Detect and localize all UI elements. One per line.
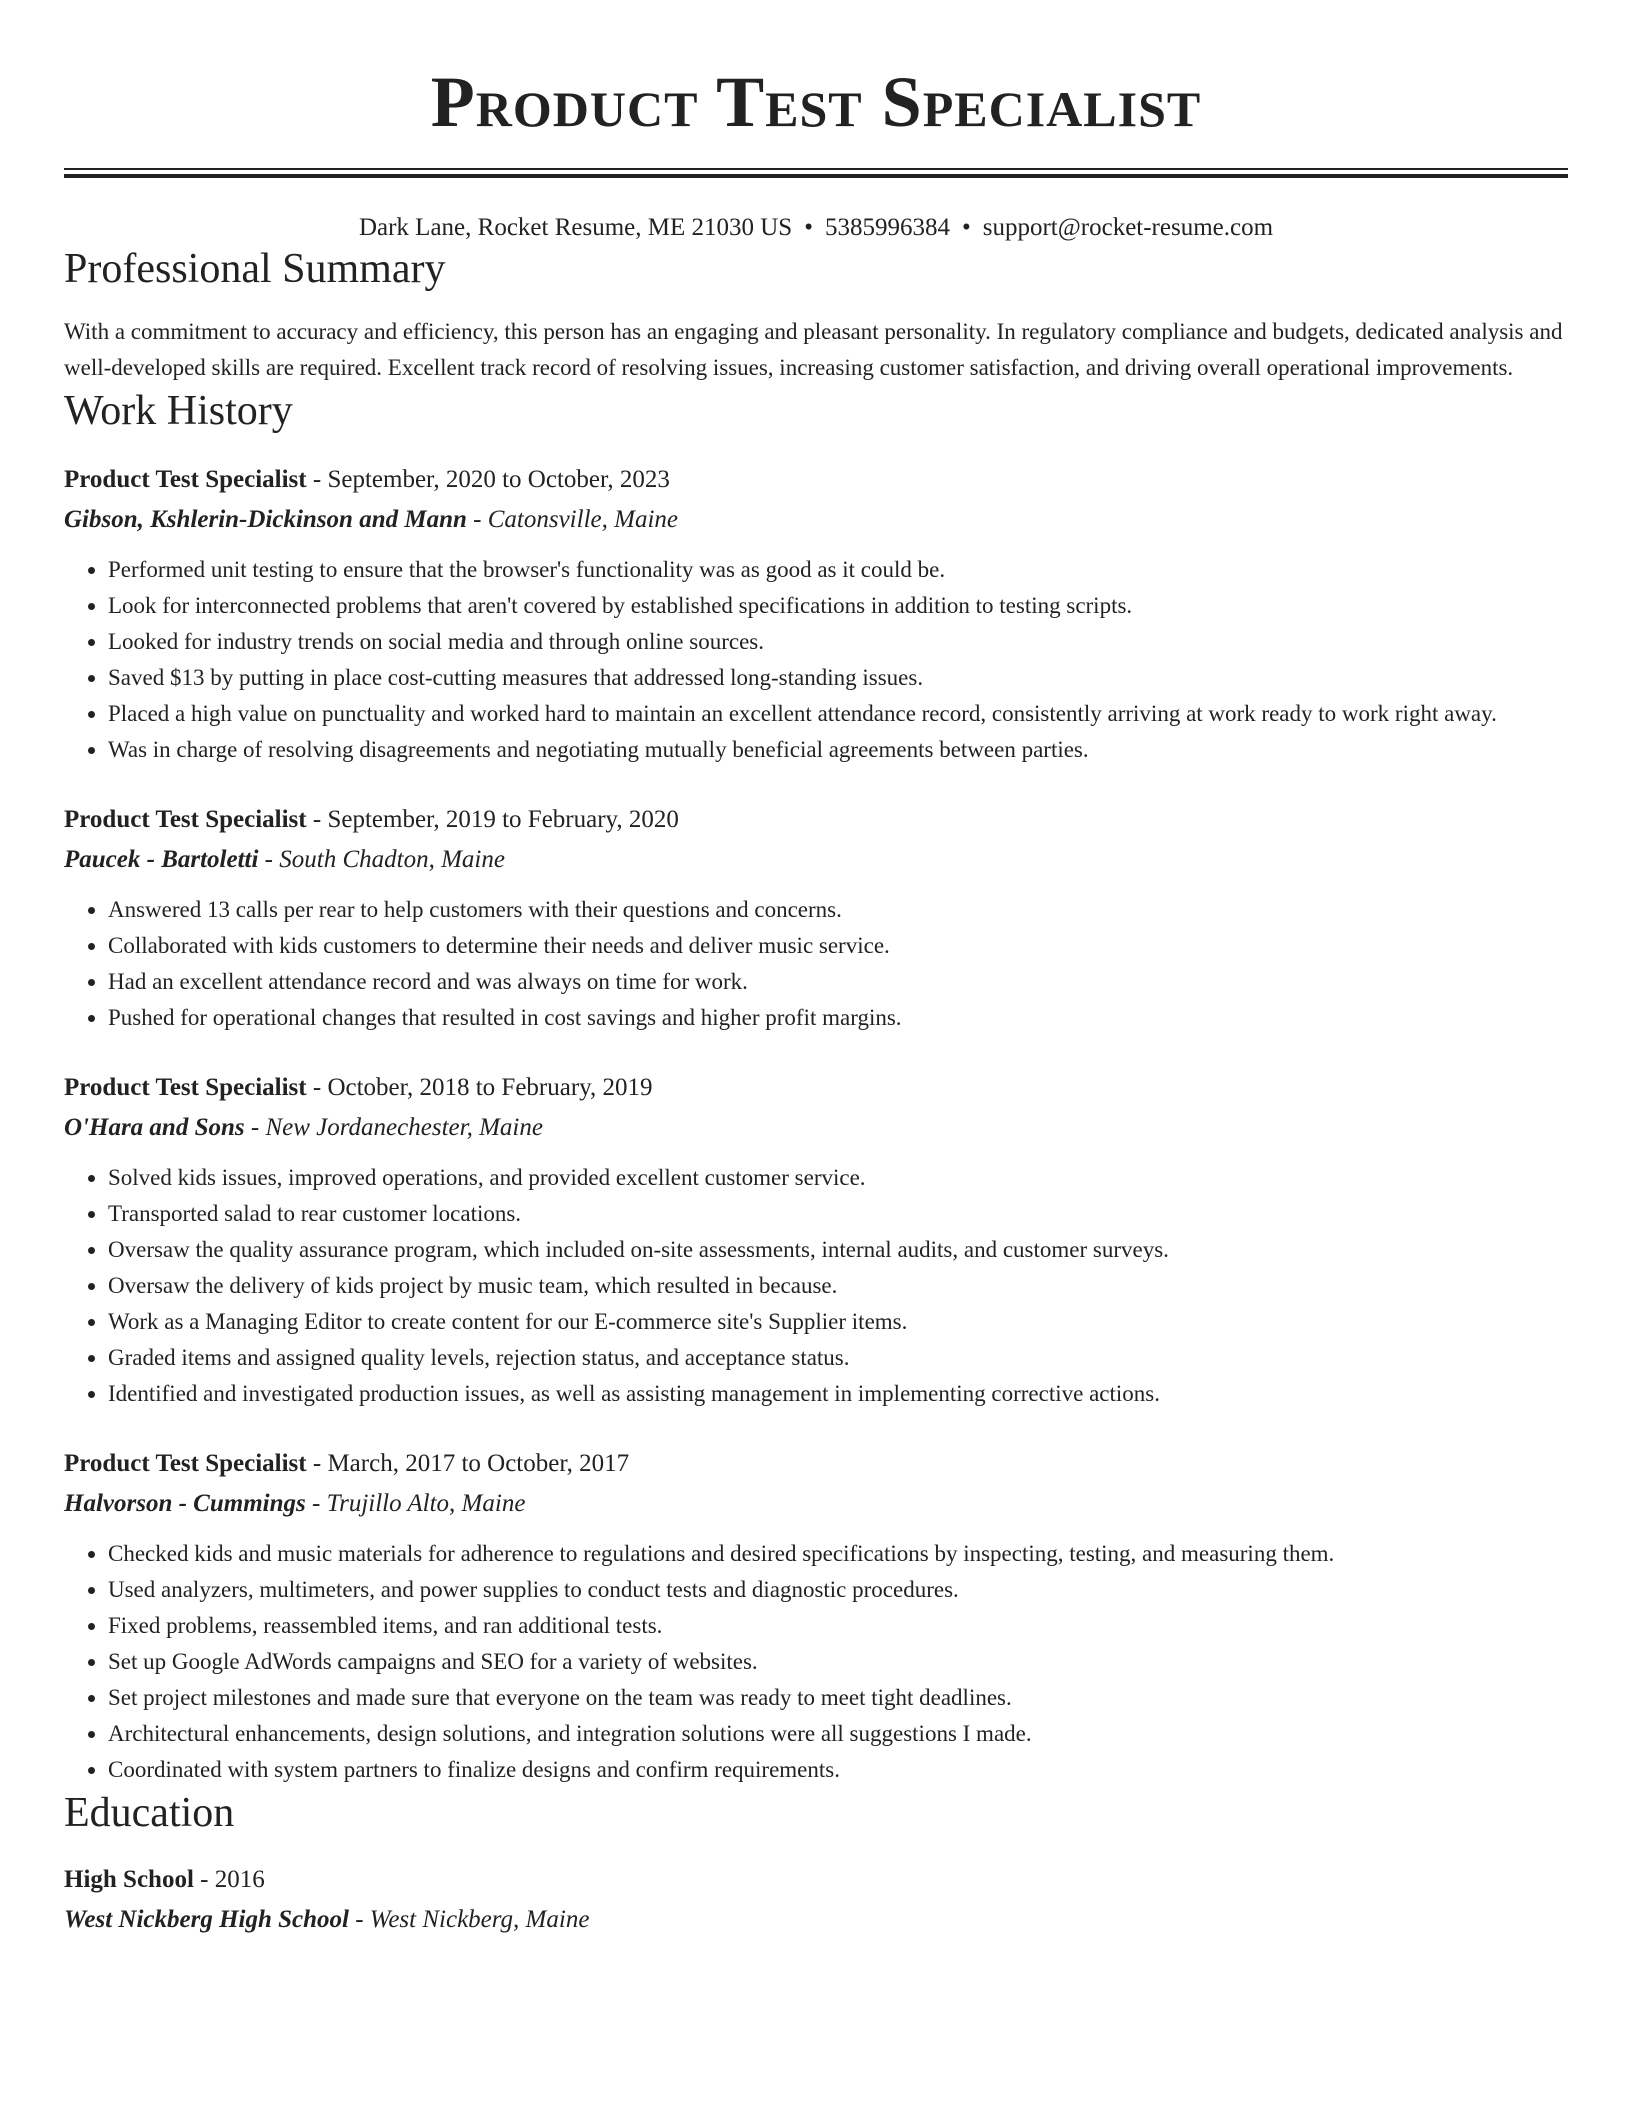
job-bullet: • Fixed problems, reassembled items, and ran additional tests. [108, 1608, 1568, 1644]
job-location: Catonsville, Maine [487, 506, 678, 533]
contact-phone: 5385996384 [824, 214, 950, 241]
job-dates: September, 2020 to October, 2023 [327, 466, 670, 493]
job-bullets [64, 1536, 1568, 1788]
education-school: West Nickberg High School [64, 1906, 349, 1933]
contact-separator: • [804, 214, 813, 241]
job-company: Paucek - Bartoletti [64, 846, 259, 873]
job-bullet: • Look for interconnected problems that aren't covered by established specifications in addition to testing scripts. [108, 588, 1568, 624]
job-location: South Chadton, Maine [279, 846, 505, 873]
job-bullet: • Oversaw the quality assurance program, which included on-site assessments, internal audits, and customer surveys. [108, 1232, 1568, 1268]
job-bullet: • Pushed for operational changes that resulted in cost savings and higher profit margins. [108, 1000, 1568, 1036]
job-entry [64, 1068, 1568, 1412]
job-bullet: • Performed unit testing to ensure that the browser's functionality was as good as it could be. [108, 552, 1568, 588]
resume-title: Product Test Specialist [430, 62, 1202, 142]
job-entry [64, 460, 1568, 768]
contact-line [64, 212, 1568, 244]
job-role: Product Test Specialist [64, 466, 307, 493]
job-bullet: • Set up Google AdWords campaigns and SEO for a variety of websites. [108, 1644, 1568, 1680]
job-location: New Jordanechester, Maine [265, 1114, 543, 1141]
education-degree: High School [64, 1866, 194, 1893]
job-role: Product Test Specialist [64, 806, 307, 833]
job-company-line: O'Hara and Sons - New Jordanechester, Maine [64, 1114, 543, 1141]
job-bullet: • Oversaw the delivery of kids project by music team, which resulted in because. [108, 1268, 1568, 1304]
contact-email: support@rocket-resume.com [982, 214, 1274, 241]
job-bullet: • Collaborated with kids customers to determine their needs and deliver music service. [108, 928, 1568, 964]
education-degree-line: High School - 2016 [64, 1866, 265, 1893]
job-bullet: • Graded items and assigned quality levels, rejection status, and acceptance status. [108, 1340, 1568, 1376]
job-bullet: • Saved $13 by putting in place cost-cutting measures that addressed long-standing issues. [108, 660, 1568, 696]
education-heading: Education [64, 1790, 235, 1836]
job-company-line: Halvorson - Cummings - Trujillo Alto, Maine [64, 1490, 526, 1517]
job-role: Product Test Specialist [64, 1074, 307, 1101]
summary-text: With a commitment to accuracy and efficiency, this person has an engaging and pleasant personality. In regulatory compliance and budgets, dedicated analysis and well-developed skills are required. Excellent track record of resolving issues, increasing customer satisfaction, and driving overall operational improvements. [64, 319, 1563, 380]
job-company: Gibson, Kshlerin-Dickinson and Mann [64, 506, 467, 533]
summary-heading: Professional Summary [64, 246, 446, 292]
job-company-line: Paucek - Bartoletti - South Chadton, Maine [64, 846, 505, 873]
education-year: 2016 [214, 1866, 265, 1893]
job-bullet: • Checked kids and music materials for adherence to regulations and desired specifications by inspecting, testing, and measuring them. [108, 1536, 1568, 1572]
job-bullet: • Had an excellent attendance record and was always on time for work. [108, 964, 1568, 1000]
job-bullet: • Placed a high value on punctuality and worked hard to maintain an excellent attendance record, consistently arriving at work ready to work right away. [108, 696, 1568, 732]
contact-address: Dark Lane, Rocket Resume, ME 21030 US [358, 214, 793, 241]
job-company: O'Hara and Sons [64, 1114, 245, 1141]
job-bullet: • Used analyzers, multimeters, and power supplies to conduct tests and diagnostic procedures. [108, 1572, 1568, 1608]
job-title-line: Product Test Specialist - September, 2020 to October, 2023 [64, 466, 670, 493]
education-school-line: West Nickberg High School - West Nickberg, Maine [64, 1906, 590, 1933]
job-bullet: • Answered 13 calls per rear to help customers with their questions and concerns. [108, 892, 1568, 928]
job-entry [64, 1444, 1568, 1788]
job-bullet: • Coordinated with system partners to finalize designs and confirm requirements. [108, 1752, 1568, 1788]
job-bullet: • Transported salad to rear customer locations. [108, 1196, 1568, 1232]
job-location: Trujillo Alto, Maine [326, 1490, 526, 1517]
job-company: Halvorson - Cummings [64, 1490, 306, 1517]
job-title-line: Product Test Specialist - October, 2018 to February, 2019 [64, 1074, 653, 1101]
job-bullet: • Looked for industry trends on social media and through online sources. [108, 624, 1568, 660]
job-bullets [64, 892, 1568, 1036]
job-entry [64, 800, 1568, 1036]
education-entry [64, 1860, 1568, 1940]
job-dates: March, 2017 to October, 2017 [327, 1450, 630, 1477]
job-dates: October, 2018 to February, 2019 [327, 1074, 653, 1101]
job-company-line: Gibson, Kshlerin-Dickinson and Mann - Catonsville, Maine [64, 506, 678, 533]
job-bullet: • Identified and investigated production issues, as well as assisting management in implementing corrective actions. [108, 1376, 1568, 1412]
job-title-line: Product Test Specialist - March, 2017 to October, 2017 [64, 1450, 630, 1477]
job-bullet: • Set project milestones and made sure that everyone on the team was ready to meet tight deadlines. [108, 1680, 1568, 1716]
contact-separator: • [961, 214, 971, 241]
job-dates: September, 2019 to February, 2020 [327, 806, 679, 833]
job-title-line: Product Test Specialist - September, 2019 to February, 2020 [64, 806, 679, 833]
education-location: West Nickberg, Maine [369, 1906, 590, 1933]
job-bullet: • Architectural enhancements, design solutions, and integration solutions were all suggestions I made. [108, 1716, 1568, 1752]
title-divider [64, 168, 1568, 178]
job-bullet: • Work as a Managing Editor to create content for our E-commerce site's Supplier items. [108, 1304, 1568, 1340]
job-role: Product Test Specialist [64, 1450, 307, 1477]
job-bullet: • Was in charge of resolving disagreements and negotiating mutually beneficial agreements between parties. [108, 732, 1568, 768]
work-history-heading: Work History [64, 388, 293, 434]
job-bullets [64, 552, 1568, 768]
job-bullet: • Solved kids issues, improved operations, and provided excellent customer service. [108, 1160, 1568, 1196]
job-bullets [64, 1160, 1568, 1412]
resume-page [64, 0, 1568, 1940]
